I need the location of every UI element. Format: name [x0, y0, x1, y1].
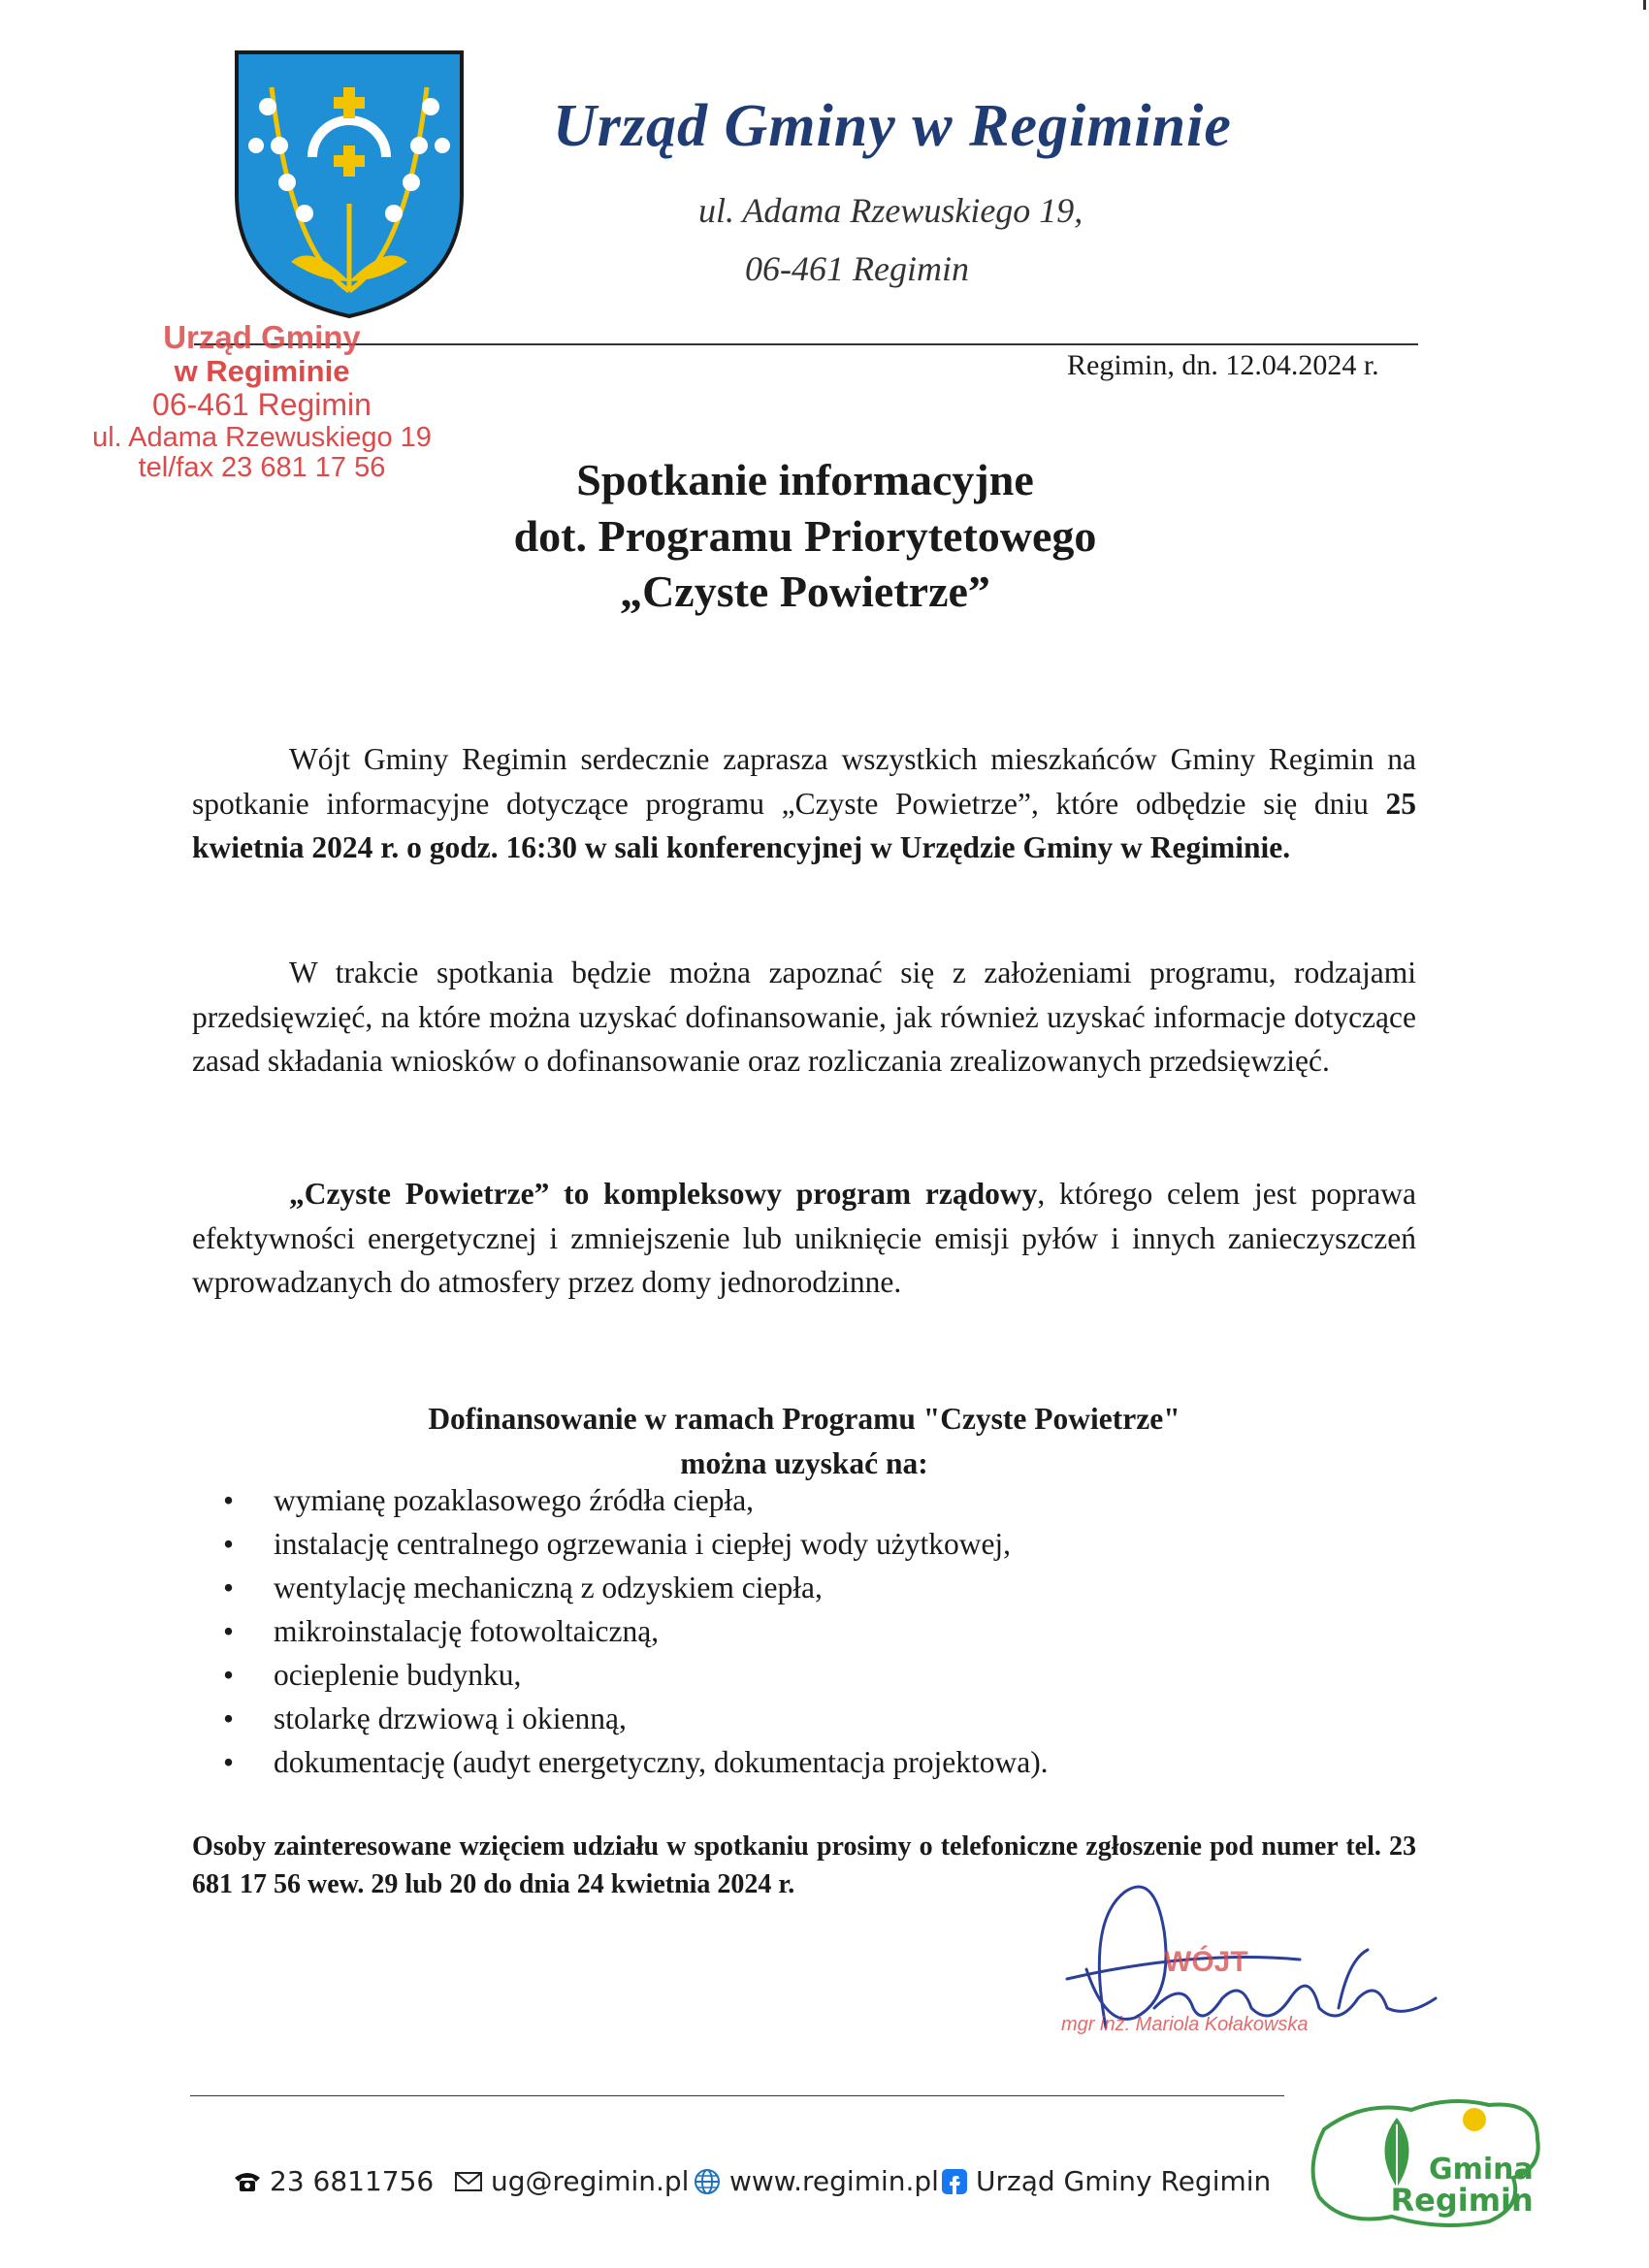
funding-heading [192, 1397, 1416, 1485]
document-heading [291, 452, 1319, 620]
funding-list [223, 1478, 1049, 1784]
program-name-bold: „Czyste Powietrze” to kompleksowy program rządowy [289, 1177, 1038, 1211]
footer-facebook [941, 2165, 1271, 2197]
globe-icon [693, 2167, 722, 2196]
list-item: • ocieplenie budynku, [223, 1653, 1049, 1697]
funding-heading-line: Dofinansowanie w ramach Programu "Czyste Powietrze" [428, 1402, 1180, 1436]
program-description-paragraph [192, 1172, 1416, 1305]
facebook-icon [941, 2168, 968, 2195]
program-description-text: , którego celem jest poprawa efektywności energetycznej i zmniejszenie lub uniknięcie emisji pyłów i innych zanieczyszczeń wprowadzanych do atmosfery przez domy jednorodzinne. [192, 1177, 1416, 1300]
stamp-line: ul. Adama Rzewuskiego 19 [92, 421, 432, 453]
coat-of-arms-emblem [233, 49, 466, 320]
list-item: • wymianę pozaklasowego źródła ciepła, [223, 1478, 1049, 1522]
document-date: Regimin, dn. 12.04.2024 r. [1067, 349, 1379, 381]
logo-line: Gmina [1429, 2153, 1534, 2187]
meeting-scope-text: W trakcie spotkania będzie można zapoznać się z założeniami programu, rodzajami przedsięwzięć, na które można uzyskać dofinansowanie, jak również uzyskać informacje dotyczące zasad składania wniosków o dofinansowanie oraz rozliczania zrealizowanych przedsięwzięć. [192, 956, 1416, 1079]
list-item: • wentylację mechaniczną z odzyskiem ciepła, [223, 1566, 1049, 1609]
stamp-line: 06-461 Regimin [152, 387, 372, 423]
stamp-line: Urząd Gminy [163, 319, 361, 355]
footer-divider [190, 2095, 1284, 2096]
list-item: • instalację centralnego ogrzewania i ciepłej wody użytkowej, [223, 1522, 1049, 1566]
scan-edge-mark [1643, 0, 1646, 10]
invitation-paragraph [192, 737, 1416, 870]
heading-line: Spotkanie informacyjne [576, 455, 1034, 504]
stamp-line: w Regiminie [174, 354, 350, 389]
list-item: • stolarkę drzwiową i okienną, [223, 1697, 1049, 1740]
invitation-date-place: 25 kwietnia 2024 r. o godz. 16:30 w sali konferencyjnej w Urzędzie Gminy w Regiminie. [192, 786, 1416, 865]
address-postal: 06-461 Regimin [745, 249, 969, 288]
website-link[interactable]: www.regimin.pl [729, 2165, 939, 2197]
heading-line: dot. Programu Priorytetowego [513, 510, 1097, 561]
stamp-line: tel/fax 23 681 17 56 [138, 452, 386, 484]
logo-wordmark [1382, 2153, 1534, 2219]
logo-line: Regimin [1390, 2182, 1534, 2219]
office-name-title: Urząd Gminy w Regiminie [553, 93, 1232, 159]
phone-icon [233, 2170, 262, 2193]
address-street: ul. Adama Rzewuskiego 19, [698, 191, 1083, 230]
footer-email [454, 2165, 689, 2197]
email-address[interactable]: ug@regimin.pl [491, 2165, 690, 2197]
list-item: • mikroinstalację fotowoltaiczną, [223, 1609, 1049, 1653]
list-item: • dokumentację (audyt energetyczny, dokumentacja projektowa). [223, 1740, 1049, 1784]
signatory-name: mgr inż. Mariola Kołakowska [1061, 2014, 1309, 2035]
signatory-title: WÓJT [1164, 1946, 1248, 1978]
phone-number: 23 6811756 [270, 2165, 435, 2197]
footer-website [693, 2165, 939, 2197]
registration-note: Osoby zainteresowane wzięciem udziału w spotkaniu prosimy o telefoniczne zgłoszenie pod numer tel. 23 681 17 56 wew. 29 lub 20 do dnia 24 kwietnia 2024 r. [192, 1831, 1416, 1900]
facebook-page-link[interactable]: Urząd Gminy Regimin [976, 2165, 1272, 2197]
footer-phone [233, 2165, 434, 2197]
invitation-text: Wójt Gminy Regimin serdecznie zaprasza wszystkich mieszkańców Gminy Regimin na spotkanie informacyjne dotyczące programu „Czyste Powietrze”, które odbędzie się dniu [192, 742, 1416, 821]
heading-line: „Czyste Powietrze” [620, 567, 990, 616]
email-icon [454, 2170, 483, 2193]
meeting-scope-paragraph [192, 951, 1416, 1084]
funding-heading-line: można uzyskać na: [680, 1445, 928, 1480]
